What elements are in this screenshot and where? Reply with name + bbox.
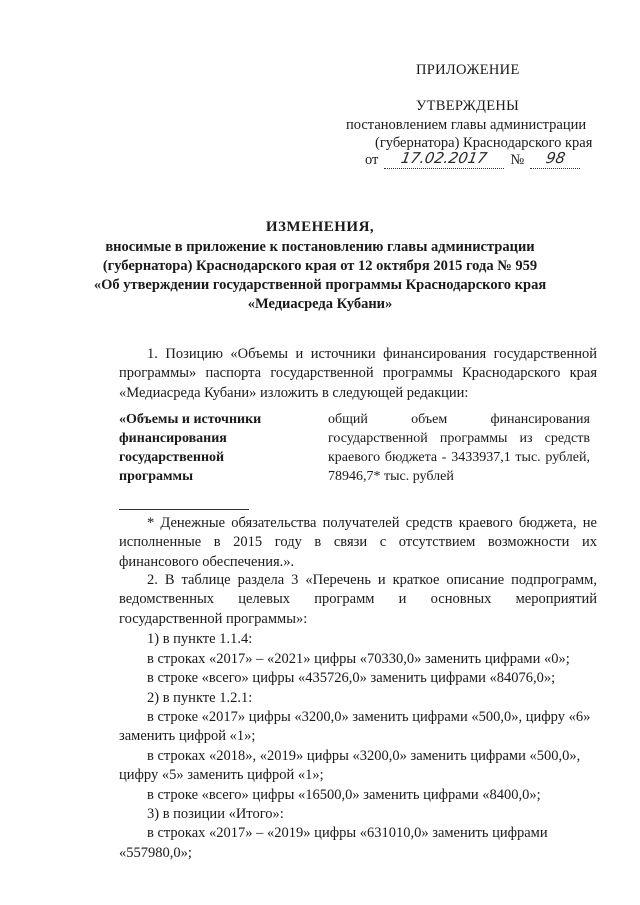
title-line-2: (губернатора) Краснодарского края от 12 октября 2015 года № 959 <box>102 258 538 274</box>
handwritten-date: 17.02.2017 <box>399 149 490 167</box>
list-line: 3) в позиции «Итого»: <box>147 806 284 822</box>
list-line: в строках «2017» – «2021» цифры «70330,0» заменить цифрами «0»; <box>147 651 570 667</box>
list-line: в строках «2017» – «2019» цифры «631010,0» заменить цифрами <box>147 825 548 841</box>
paragraph-1: 1. Позицию «Объемы и источники финансирования государственной программы» паспорта государственной программы Краснодарского края «Медиасреда Кубани» изложить в следующей редакции: <box>119 346 597 401</box>
list-line: в строке «2017» цифры «3200,0» заменить цифрами «500,0», цифру «6» <box>147 709 591 725</box>
number-field <box>530 150 580 169</box>
table-left-cell: «Объемы и источники финансирования государственной программы <box>119 412 262 484</box>
handwritten-number: 98 <box>544 149 567 167</box>
footnote-divider <box>119 509 249 510</box>
list-line: «557980,0»; <box>119 845 192 861</box>
list-line: в строке «всего» цифры «16500,0» заменить цифрами «8400,0»; <box>147 787 541 803</box>
list-line: 1) в пункте 1.1.4: <box>147 631 253 647</box>
date-field <box>384 150 504 169</box>
date-number-row <box>365 150 580 169</box>
list-line: цифру «5» заменить цифрой «1»; <box>119 767 324 783</box>
list-line: в строках «2018», «2019» цифры «3200,0» заменить цифрами «500,0», <box>147 748 581 764</box>
list-line: заменить цифрой «1»; <box>119 728 256 744</box>
approved-label: УТВЕРЖДЕНЫ <box>416 98 520 114</box>
number-label: № <box>510 152 525 168</box>
title-line-1: вносимые в приложение к постановлению главы администрации <box>105 239 535 255</box>
document-title: ИЗМЕНЕНИЯ, <box>265 219 375 235</box>
date-prefix: от <box>365 152 379 168</box>
table-right-cell: общий объем финансирования государственной программы из средств краевого бюджета - 3433937,1 тыс. рублей, 78946,7* тыс. рублей <box>328 412 590 484</box>
title-line-3: «Об утверждении государственной программы Краснодарского края <box>93 277 547 293</box>
appendix-label: ПРИЛОЖЕНИЕ <box>416 62 520 78</box>
paragraph-2: 2. В таблице раздела 3 «Перечень и краткое описание подпрограмм, ведомственных целевых программ и основных мероприятий государственной программы»: <box>119 572 597 627</box>
footnote: * Денежные обязательства получателей средств краевого бюджета, не исполненные в 2015 году в связи с отсутствием возможности их финансового обеспечения.». <box>119 515 597 570</box>
title-line-4: «Медиасреда Кубани» <box>247 296 393 312</box>
list-line: в строке «всего» цифры «435726,0» заменить цифрами «84076,0»; <box>147 670 556 686</box>
approval-line-1: постановлением главы администрации <box>346 117 587 133</box>
list-line: 2) в пункте 1.2.1: <box>147 690 253 706</box>
approval-line-2: (губернатора) Краснодарского края <box>375 135 593 151</box>
